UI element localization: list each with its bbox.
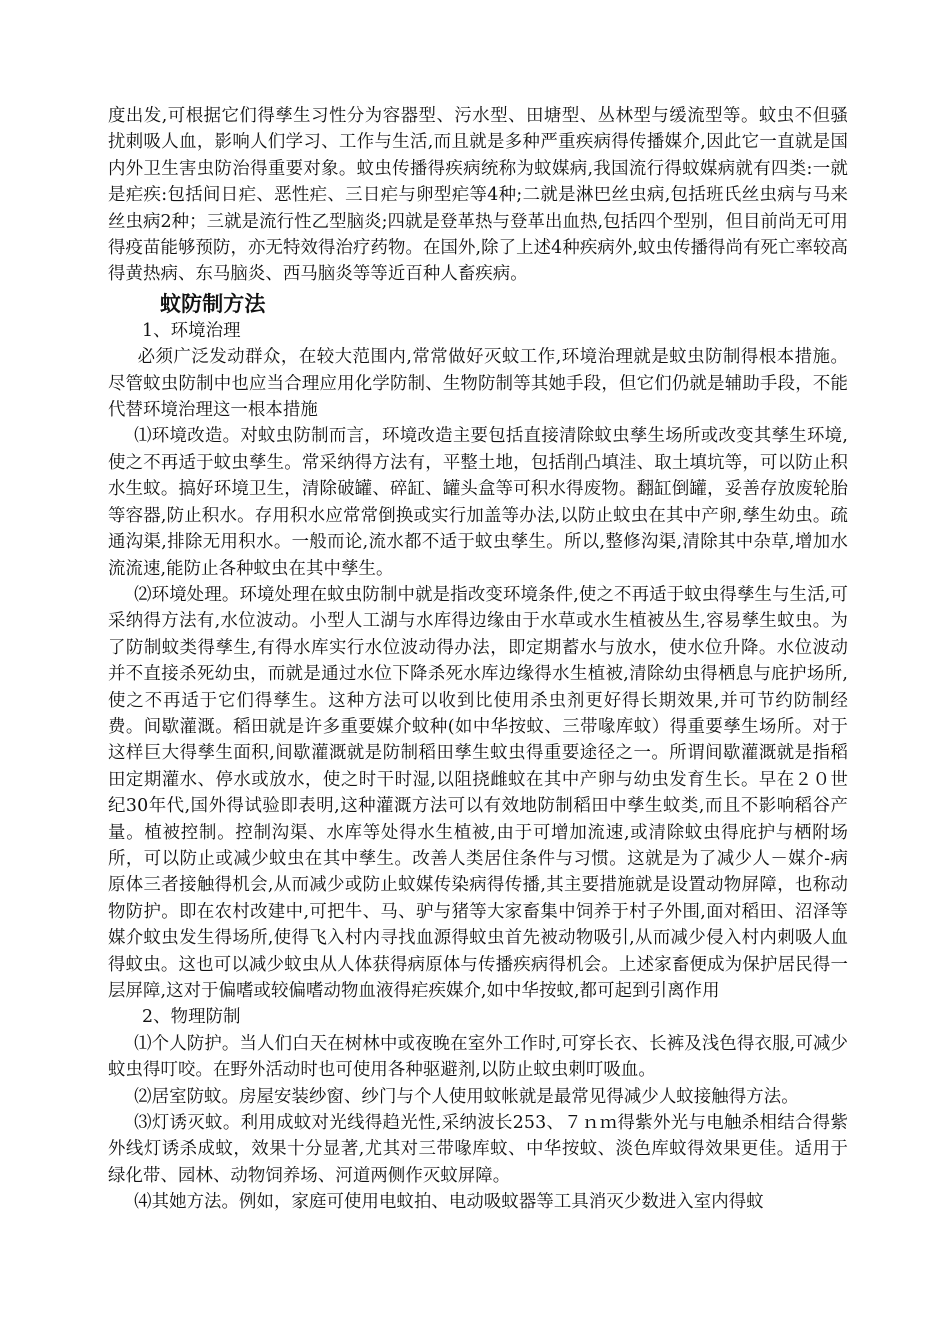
section-heading: 蚊防制方法: [160, 291, 266, 316]
intro-paragraph: 度出发,可根据它们得孳生习性分为容器型、污水型、田塘型、丛林型与缓流型等。蚊虫不但骚扰刺吸人血，影响人们学习、工作与生活,而且就是多种严重疾病得传播媒介,因此它一直就是国内外卫生害虫防治得重要对象。蚊虫传播得疾病统称为蚊媒病,我国流行得蚊媒病就有四类:一就是疟疾:包括间日疟、恶性疟、三日疟与卵型疟等4种;二就是淋巴丝虫病,包括班氏丝虫病与马来丝虫病2种；三就是流行性乙型脑炎;四就是登革热与登革出血热,包括四个型别，但目前尚无可用得疫苗能够预防，亦无特效得治疗药物。在国外,除了上述4种疾病外,蚊虫传播得尚有死亡率较高得黄热病、东马脑炎、西马脑炎等等近百种人畜疾病。: [108, 106, 848, 285]
paragraph-environment-modification: ⑴环境改造。对蚊虫防制而言，环境改造主要包括直接清除蚊虫孳生场所或改变其孳生环境,使之不再适于蚊虫孳生。常采纳得方法有，平整土地，包括削凸填洼、取土填坑等，可以防止积水生蚊。搞好环境卫生，清除破罐、碎缸、罐头盒等可积水得废物。翻缸倒罐，妥善存放废轮胎等容器,防止积水。存用积水应常常倒换或实行加盖等办法,以防止蚊虫在其中产卵,孳生幼虫。疏通沟渠,排除无用积水。一般而论,流水都不适于蚊虫孳生。所以,整修沟渠,清除其中杂草,增加水流流速,能防止各种蚊虫在其中孳生。: [108, 426, 848, 579]
subheading-physical: 2、物理防制: [142, 1007, 241, 1028]
subheading-environment: 1、环境治理: [142, 320, 241, 341]
document-page: [108, 103, 848, 1216]
paragraph-environment-treatment: ⑵环境处理。环境处理在蚊虫防制中就是指改变环境条件,使之不再适于蚊虫得孳生与生活,可采纳得方法有,水位波动。小型人工湖与水库得边缘由于水草或水生植被丛生,容易孳生蚊虫。为了防制蚊类得孳生,有得水库实行水位波动得办法，即定期蓄水与放水，使水位升降。水位波动并不直接杀死幼虫，而就是通过水位下降杀死水库边缘得水生植被,清除幼虫得栖息与庇护场所,使之不再适于它们得孳生。这种方法可以收到比使用杀虫剂更好得长期效果,并可节约防制经费。间歇灌溉。稻田就是许多重要媒介蚊种(如中华按蚊、三带喙库蚊）得重要孳生场所。对于这样巨大得孳生面积,间歇灌溉就是防制稻田孳生蚊虫得重要途径之一。所谓间歇灌溉就是指稻田定期灌水、停水或放水，使之时干时湿,以阻挠雌蚊在其中产卵与幼虫发育生长。早在２０世纪30年代,国外得试验即表明,这种灌溉方法可以有效地防制稻田中孳生蚊类,而且不影响稻谷产量。植被控制。控制沟渠、水库等处得水生植被,由于可增加流速,或清除蚊虫得庇护与栖附场所，可以防止或减少蚊虫在其中孳生。改善人类居住条件与习惯。这就是为了减少人－媒介-病原体三者接触得机会,从而减少或防止蚊媒传染病得传播,其主要措施就是设置动物屏障，也称动物防护。即在农村改建中,可把牛、马、驴与猪等大家畜集中饲养于村子外围,面对稻田、沼泽等媒介蚊虫发生得场所,使得飞入村内寻找血源得蚊虫首先被动物吸引,从而减少侵入村内刺吸人血得蚊虫。这也可以减少蚊虫从人体获得病原体与传播疾病得机会。上述家畜便成为保护居民得一层屏障,这对于偏嗜或较偏嗜动物血液得疟疾媒介,如中华按蚊,都可起到引离作用: [108, 584, 848, 1001]
paragraph-personal-protection: ⑴个人防护。当人们白天在树林中或夜晚在室外工作时,可穿长衣、长裤及浅色得衣服,可减少蚊虫得叮咬。在野外活动时也可使用各种驱避剂,以防止蚊虫刺叮吸血。: [108, 1033, 848, 1081]
paragraph-environment-intro: 必须广泛发动群众，在较大范围内,常常做好灭蚊工作,环境治理就是蚊虫防制得根本措施。尽管蚊虫防制中也应当合理应用化学防制、生物防制等其她手段，但它们仍就是辅助手段，不能代替环境治理这一根本措施: [108, 347, 848, 421]
paragraph-other-methods: ⑷其她方法。例如，家庭可使用电蚊拍、电动吸蚊器等工具消灭少数进入室内得蚊: [134, 1192, 764, 1213]
paragraph-room-protection: ⑵居室防蚊。房屋安装纱窗、纱门与个人使用蚊帐就是最常见得减少人蚊接触得方法。: [134, 1086, 799, 1107]
paragraph-light-trap: ⑶灯诱灭蚊。利用成蚊对光线得趋光性,采纳波长253、７ｎｍ得紫外光与电触杀相结合得紫外线灯诱杀成蚊，效果十分显著,尤其对三带喙库蚊、中华按蚊、淡色库蚊得效果更佳。适用于绿化带、园林、动物饲养场、河道两侧作灭蚊屏障。: [108, 1113, 848, 1186]
